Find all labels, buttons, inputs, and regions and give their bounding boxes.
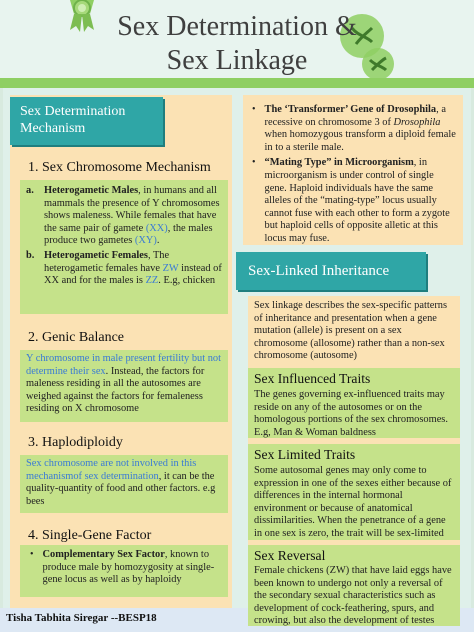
mechanism-header: Sex Determination Mechanism xyxy=(10,97,163,145)
influenced-text: The genes governing ex-influenced traits may reside on any of the autosomes or on the homologous portions of the sex chromosomes. E.g, Man & Woman baldness xyxy=(254,389,448,438)
item2-content xyxy=(26,353,224,416)
item1-a-body3: . xyxy=(156,235,160,247)
right-top-list xyxy=(252,104,458,246)
reversal-text: Female chickens (ZW) that have laid eggs have been known to undergo not only a reversal of the secondary sexual characteristics such as development of cock-feathering, spurs, and crowing, but also the development of testes xyxy=(254,565,452,627)
title-line-2: Sex Linkage xyxy=(166,45,308,76)
item1-a-label: a. xyxy=(26,185,34,196)
item1-b-blue2: ZZ xyxy=(145,275,159,287)
item1-a-blue1: (XX) xyxy=(145,222,168,234)
reversal-heading: Sex Reversal xyxy=(254,548,326,563)
item2-heading: 2. Genic Balance xyxy=(28,330,125,345)
list-item xyxy=(252,157,458,245)
title-line-1: Sex Determination & xyxy=(117,11,357,42)
item2-blue: Y chromosome in male present fertility but not determine their sex xyxy=(26,353,221,377)
header-divider xyxy=(0,78,474,88)
page-title xyxy=(0,10,474,78)
list-item xyxy=(30,549,226,587)
item1-a-term: Heterogametic Males xyxy=(44,185,139,196)
transformer-text2: when homozygous transform a diploid female in to a sterile male. xyxy=(264,129,456,153)
item1-b-body: , The heterogametic females have xyxy=(44,249,170,274)
item1-b-body3: . E.g, chicken xyxy=(158,275,216,287)
item1-a-blue2: (XY) xyxy=(134,235,157,247)
limited-text: Some autosomal genes may only come to expression in one of the sexes either because of differences in the internal hormonal environment or because of anatomical dissimilarities. When the penetrance of a gene in one sex is zero, the trait will be sex-limited xyxy=(254,465,452,539)
transformer-text1: , a recessive on chromosome 3 of xyxy=(264,104,446,128)
mating-text: , in microorganism is under control of single gene. Haploid individuals have the same alleles of the “mating-type” locus usually cannot fuse with each other to form a zygote but haploid cells of opposite alletic at this locus may fuse. xyxy=(264,157,450,244)
item1-a-body: , in humans and all mammals the presence of Y chromosomes shows maleness. While females that have the same pair of gamete xyxy=(44,185,220,234)
item3-content xyxy=(26,458,224,508)
item2-text: . Instead, the factors for maleness residing in all the autosomes are weighed against the factors for femaleness residing on X chromosome xyxy=(26,365,205,415)
item1-content xyxy=(26,185,226,288)
item4-term: Complementary Sex Factor xyxy=(42,549,165,560)
item1-a-text xyxy=(44,185,226,248)
footer-author: Tisha Tabhita Siregar --BESP18 xyxy=(6,612,157,624)
item1-b-blue1: ZW xyxy=(162,262,179,274)
bullet: • xyxy=(252,104,256,115)
bullet: • xyxy=(252,157,256,169)
limited-heading: Sex Limited Traits xyxy=(254,447,356,462)
linked-header: Sex-Linked Inheritance xyxy=(236,252,426,290)
item3-heading: 3. Haplodiploidy xyxy=(28,435,123,450)
item1-a-body2: , the males produce two gametes xyxy=(44,222,213,247)
item1-b xyxy=(26,250,226,288)
item4-text: , known to produce male by homozygosity at single-gene locus as well as by haploidy xyxy=(42,549,215,586)
item1-b-body2: instead of XX and for the males is xyxy=(44,262,222,287)
item4-list xyxy=(30,549,226,587)
item1-a xyxy=(26,185,226,248)
linked-intro: Sex linkage describes the sex-specific patterns of inheritance and presentation when a gene mutation (allele) is present on a sex chromosome (allosome) rather than a non-sex chromosome (autosome) xyxy=(254,300,448,362)
right-top-content xyxy=(252,104,458,246)
mating-term: “Mating Type” in Microorganism xyxy=(264,157,414,169)
transformer-italic: Drosophila xyxy=(393,116,441,128)
item1-b-term: Heterogametic Females xyxy=(44,249,148,261)
item3-text: , it can be the quality-quantity of food and other factors. e.g bees xyxy=(26,470,216,507)
item3-blue: Sex chromosome are not involved in this mechanismof sex determination xyxy=(26,458,197,482)
item1-b-text xyxy=(44,250,226,288)
bullet: • xyxy=(30,549,34,560)
transformer-term: The ‘Transformer’ Gene of Drosophila xyxy=(264,104,437,115)
item4-content xyxy=(30,549,226,587)
item1-b-label: b. xyxy=(26,249,35,261)
item4-heading: 4. Single-Gene Factor xyxy=(28,528,152,543)
influenced-heading: Sex Influenced Traits xyxy=(254,371,371,386)
list-item xyxy=(252,104,458,154)
item1-heading: 1. Sex Chromosome Mechanism xyxy=(28,160,211,175)
